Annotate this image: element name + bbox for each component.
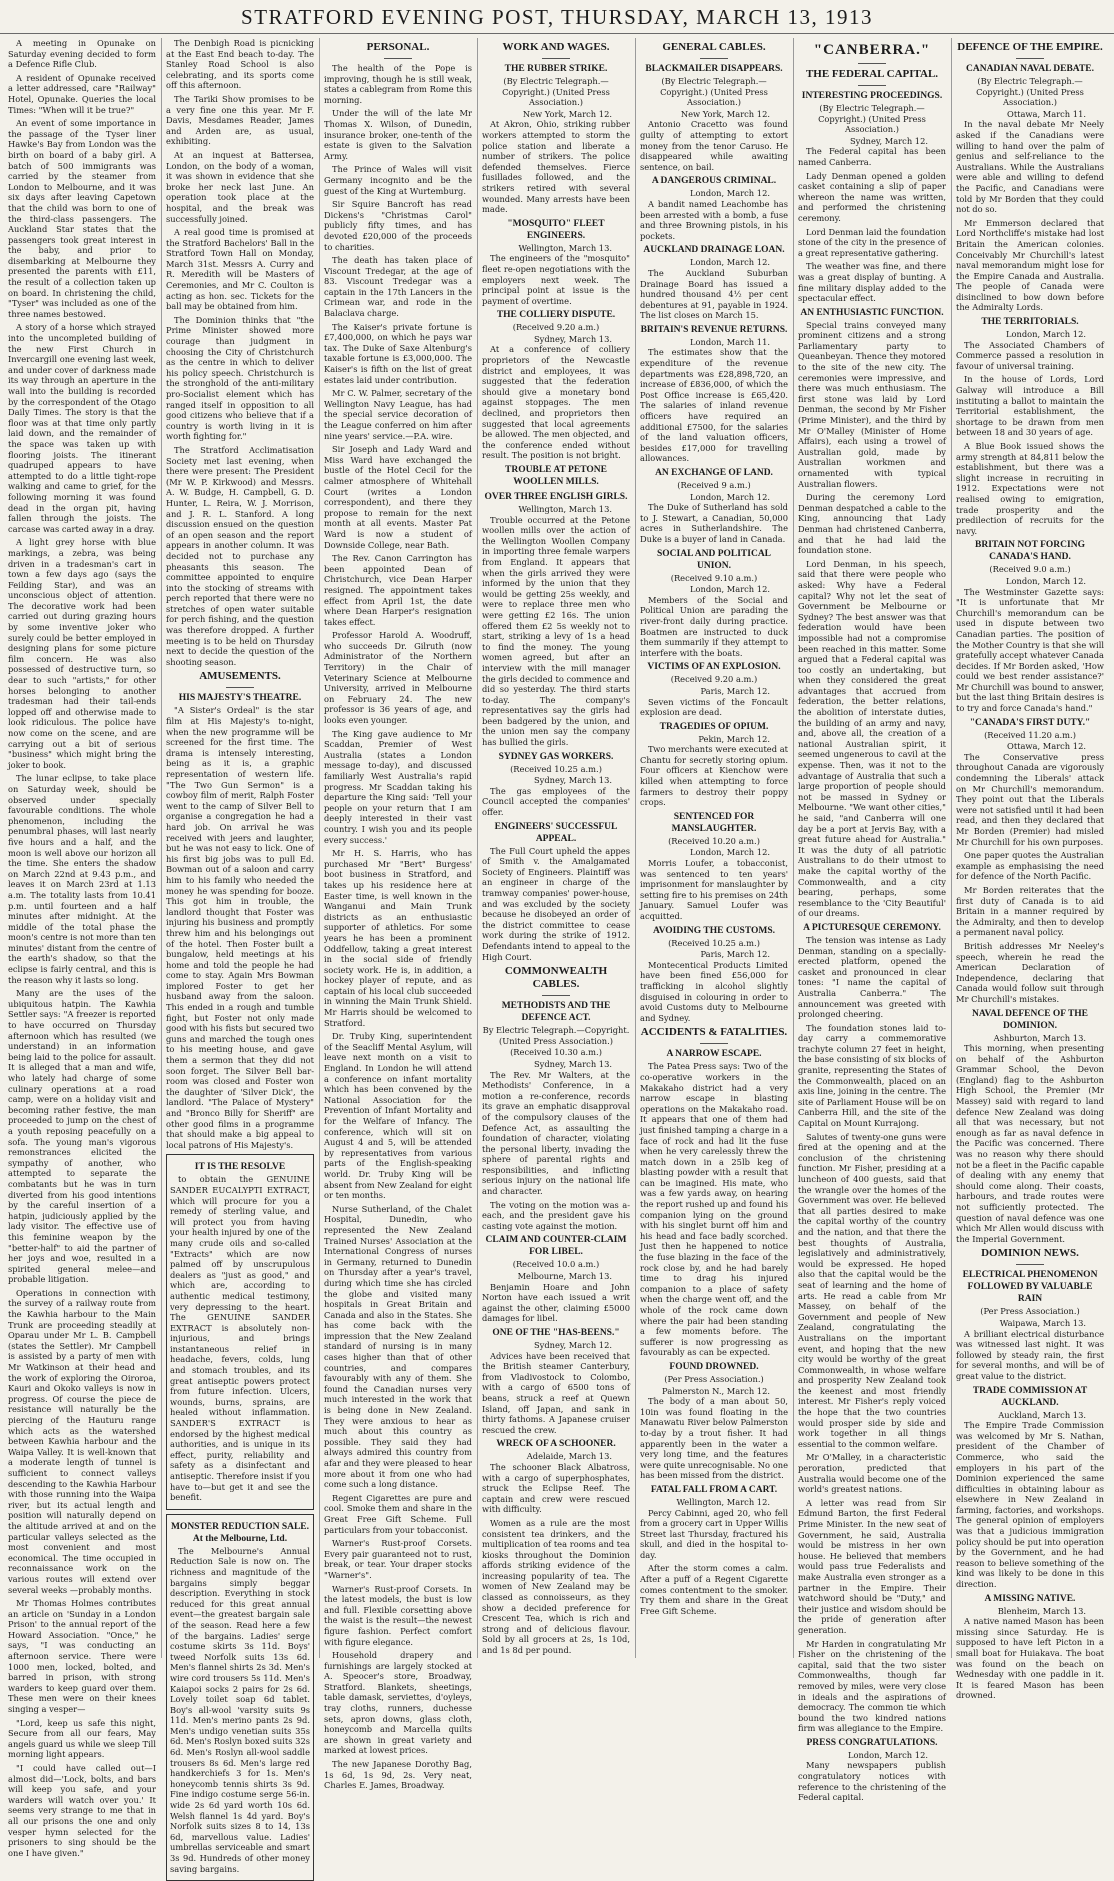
headline: METHODISTS AND THE DEFENCE ACT. [501,1001,611,1024]
article-paragraph: The Associated Chambers of Commerce passed a resolution in favour of universal training. [956,339,1104,371]
dateline: London, March 12. [689,257,770,268]
headline: AN EXCHANGE OF LAND. [655,468,773,478]
headline: A PICTURESQUE CEREMONY. [803,922,941,933]
headline: FOUND DROWNED. [669,1361,759,1372]
headline: THE COLLIERY DISPUTE. [496,310,616,321]
dateline: London, March 12. [689,491,770,502]
dateline: London, March 12. [689,188,770,199]
headline: CANADIAN NAVAL DEBATE. [965,64,1094,74]
headline: AUCKLAND DRAINAGE LOAN. [643,245,785,256]
headline: SOCIAL AND POLITICAL UNION. [656,548,772,571]
advertisement-title: MONSTER REDUCTION SALE. At the Melbourne, Ltd. [170,1521,310,1544]
column-3 [320,38,476,1791]
column-6 [794,38,950,1803]
separator [700,1043,728,1044]
article-paragraph: Professor Harold A. Woodruff, who succeeds Dr. Gilruth (now Administrator of the Northern Territory) in the Chair of Veterinary Science at Melbourne University, arrived in Melbourne on February 24. The new professor is 36 years of age, and looks even younger. [324,630,472,726]
article-paragraph: A bandit named Leachombe has been arrested with a bomb, a fuse and three Browning pistols, in his pockets. [640,198,788,241]
dateline: Paris, March 12. [700,949,770,960]
headline: TRADE COMMISSION AT AUCKLAND. [972,1385,1088,1408]
dateline: Sydney, March 13. [533,1058,612,1069]
dateline: Sydney, March 13. [533,775,612,786]
article-paragraph: The gas employees of the Council accepted the companies' offer. [482,785,630,818]
article-paragraph: Warner's Rust-proof Corsets. Every pair guaranteed not to rust, break, or tear. Your draper stocks "Warner's". [324,1538,472,1580]
article-paragraph: The Empire Trade Commission was welcomed by Mr S. Nathan, president of the Chamber of Commerce, who said the employers in his part of the Dominion experienced the same difficulties in obtaining labour as elsewhere in New Zealand in farming, factories, and workshops. The general opinion of employers was that a judicious immigration policy should be put into operation by the Government, and he had reason to believe something of the kind was likely to be done in this direction. [956,1420,1104,1590]
article-paragraph: The Kaiser's private fortune is £7,400,000, on which he pays war tax. The Duke of Saxe Altenburg's taxable fortune is £3,000,000. The Kaiser's is fifth on the list of great estates laid under contribution. [324,321,472,385]
dateline-source: (By Electric Telegraph.—Copyright.) (United Press Association.) [502,76,610,108]
separator [226,687,254,688]
headline: A DANGEROUS CRIMINAL. [651,176,777,187]
headline: ONE OF THE "HAS-BEENS." [492,1328,620,1338]
headline: WORK AND WAGES. [502,41,610,53]
headline: HIS MAJESTY'S THEATRE. [178,693,302,704]
article-paragraph: Percy Cabinni, aged 20, who fell from a grocery cart in Upper Willis Street last Thursday, fractured his skull, and died in the hospital to-day. [640,1507,788,1560]
article-paragraph: At Akron, Ohio, striking rubber workers attempted to storm the police station and liberate a number of strikers. The police defended themselves. Fierce fusillades followed, and the strikers retired with several wounded. Many arrests have been made. [482,119,630,215]
headline: THE RUBBER STRIKE. [504,64,608,74]
headline: GENERAL CABLES. [662,41,766,53]
article-paragraph: The Full Court upheld the appes of Smith v. the Amalgamated Society of Engineers. Plaintiff was an engineer in charge of the tramway companies' power-house, and was excluded by the society because he disobeyed an order of the district committee to cease work during the strike of 1912. Defendants intend to appeal to the High Court. [482,845,630,962]
article-paragraph: Mr H. S. Harris, who has purchased Mr "Bert" Burgess' boot business in Stratford, and takes up his residence here at Easter time, is well known in the Wanganui and Main Trunk districts as an enthusiastic supporter of athletics. For some years he has been a prominent Oddfellow, taking a great interest in the social side of friendly society work. He is, in addition, a hockey player of repute, and as captain of his local club succeeded in winning the Main Trunk Shield. Mr Harris should be welcomed to Stratford. [324,848,472,1028]
advertisement [166,1514,314,1881]
article-paragraph: In the house of Lords, Lord Galway will introduce a Bill instituting a ballot to maintain the Territorial establishment, the shortage to be drawn from men between 18 and 30 years of age. [956,374,1104,438]
article-paragraph: Mr Harden in congratulating Mr Fisher on the christening of the capital, said that the two sister Commonwealths, though far removed by miles, were very close in ideals and the aspirations of democracy. The common tie which bound the two kindred nations firm was allegiance to the Empire. [798,1638,946,1734]
dateline-source: (Received 10.25 a.m.) [510,763,602,774]
separator [858,85,886,86]
article-paragraph: The body of a man about 50, 10in was found floating in the Manawatu River below Palmerston to-day by a trout fisher. It had apparently been in the water a very long time, and the features were quite unrecognisable. No one has been missed from the district. [640,1396,788,1481]
dateline-source: (Received 9.10 a.m.) [670,572,758,583]
article-paragraph: A native named Mason has been missing since Saturday. He is supposed to have left Picton in a small boat for Huiakava. The boat was found on the beach on Wednesday with one paddle in it. It is feared Mason has been drowned. [956,1616,1104,1701]
advertisement-body: to obtain the GENUINE SANDER EUCALYPTI EXTRACT, which will procure for you a remedy of sterling value, and will protect you from having your health injured by one of the many crude oils and so-called "Extracts" which are now palmed off by unscrupulous dealers as "just as good," and which are, according to authentic medical testimony, very depressing to the heart. The GENUINE SANDER EXTRACT is absolutely non-injurious, and brings instantaneous relief in headache, fevers, colds, lung and stomach troubles, and its great antiseptic powers protect from future infection. Ulcers, wounds, burns, sprains, are healed without inflammation. SANDER'S EXTRACT is endorsed by the highest medical authorities, and is unique in its effect, purity, reliability and safety as a disinfectant and antiseptic. Therefore insist if you have to—but get it and see the benefit. [170,1174,310,1503]
headline: SYDNEY GAS WORKERS. [498,751,614,762]
dateline-source: (Per Press Association.) [980,1306,1080,1317]
advertisement-body: The Melbourne's Annual Reduction Sale is now on. The richness and magnitude of the bargains simply beggar description. Everything in stock reduced for this great annual event—the greatest bargain sale of the season. Read here a few of the bargains. Ladies' serge costume skirts 3s 11d. Boys' tweed Norfolk suits 13s 6d. Men's flannel shirts 2s 3d. Men's wire cord trousers 5s 11d. Men's Kaiapoi socks 2 pairs for 2s 6d. Lovely toilet soap 6d tablet. Boy's all-wool 'varsity suits 9s 11d. Men's merino pants 2s 9d. Men's undigo venetian suits 35s 6d. Men's Roslyn boxed suits 32s 6d. Men's Roslyn all-wool saddle trousers 8s 6d. Men's large red handkerchiefs 3 for 1s. Men's honeycomb tennis shirts 3s 9d. Fine indigo costume serge 56-in. wide 2s 6d yard worth 10s 6d. Welsh flannel 1s 4d yard. Boy's Norfolk suits sizes 8 to 14, 13s 6d, marvellous value. Ladies' umbrellas serviceable and smart 3s 9d. Hundreds of other money saving bargains. [170,1545,310,1874]
article-paragraph: A resident of Opunake received a letter addressed, care "Railway" Hotel, Opunake. Queries the local Times: "When will it be true?" [8,72,156,115]
article-paragraph: The weather was fine, and there was a great display of bunting. A fine military display added to the spectacular effect. [798,261,946,304]
dateline: Wellington, March 13. [518,242,612,253]
article-paragraph: Advices have been received that the British steamer Canterbury, from Vladivostock to Colombo, with a cargo of 6500 tons of beans, struck a reef at Quewn Island, off Japan, and sank in thirty fathoms. A Japanese cruiser rescued the crew. [482,1350,630,1435]
article-paragraph: "I could have called out—I almost did—'Lock, bolts, and bars will keep you safe, and your warders will watch over you.' It seems very strange to me that in all our prisons the one and only vesper hymn selected for the prisoners to sing should be the one I have given." [8,1763,156,1858]
article-paragraph: An event of some importance in the passage of the Tyser liner Hawke's Bay from London was the birth on board of a baby girl. A batch of 500 immigrants was carried by the steamer from London to Melbourne, and it was six days after leaving Capetown that the child was born to one of the third-class passengers. The Auckland Star states that the passengers took great interest in the baby, and prior to disembarking at Melbourne they presented the parents with £11, the result of a collection taken up on board. In christening the child, "Tyser" was included as one of the three names bestowed. [8,118,156,319]
dateline: Paris, March 12. [700,685,770,696]
article-paragraph: The death has taken place of Viscount Tredegar, at the age of 83. Viscount Tredegar was a captain in the 17th Lancers in the Crimean war, and rode in the Balaclava charge. [324,255,472,319]
article-paragraph: The voting on the motion was a-each, and the president gave his casting vote against the motion. [482,1199,630,1231]
headline: CLAIM AND COUNTER-CLAIM FOR LIBEL. [485,1235,627,1258]
article-paragraph: Morris Loufer, a tobacconist, was sentenced to ten years' imprisonment for manslaughter by setting fire to his premises on 24th January. Samuel Loufer was acquitted. [640,858,788,921]
article-paragraph: This morning, when presenting on behalf of the Ashburton Grammar School, the Devon (England) flag to the Ashburton High School, the Premier (Mr Massey) said with regard to land defence New Zealand was doing all that was necessary, but not enough as far as naval defence in the Pacific was concerned. There was no reason why there should not be a fleet in the Pacific capable of dealing with any enemy that should come along. Their coasts, harbours, and trade routes were not sufficiently protected. The question of naval defence was one which Mr Allen would discuss with the Imperial Government. [956,1043,1104,1244]
headline: THE TERRITORIALS. [981,317,1079,328]
headline: PRESS CONGRATULATIONS. [806,1737,938,1748]
article-paragraph: Mr C. W. Palmer, secretary of the Wellington Navy League, has had the special service decoration of the League conferred on him after nine years' service.—P.A. wire. [324,388,472,441]
article-paragraph: The foundation stones laid to-day carry a commemorative trachyte column 27 feet in height, the base consisting of six blocks of granite, representing the States of the Commonwealth, placed on an axis line, joining in the centre. The site of Parliament House will be on Canberra Hill, and the site of the Capital on Mount Kurrajong. [798,1022,946,1129]
article-paragraph: Many are the uses of the ubiquitous hatpin. The Kawhia Settler says: "A freezer is reported to have occurred on Thursday afternoon which has resulted (we understand) in an information being laid to the police for assault. It is alleged that a man and wife, who lately had charge of some culinary operations at a road camp, were on a holiday visit and becoming rather festive, the man proceeded to jump on the chest of a youth reposing peacefully on a sofa. The young man's vigorous remonstrances elicited the sympathy of another, who attempted to separate the combatants but he was in turn diverted from his good intentions by the careful insertion of a hatpin, judiciously applied by the lady visitor. The effective use of this feminine weapon by the "better-half" to aid the partner of her joys and woe, resulted in a spirited general melee—and probable litigation. [8,988,156,1285]
dateline-source: (Received 9.20 a.m.) [512,322,600,333]
headline: AVOIDING THE CUSTOMS. [652,925,776,936]
article-paragraph: The Conservative press throughout Canada are vigorously condemning the Liberals' attack on Mr Churchill's memorandum. They point out that the Liberals were not satisfied until it had been read, and then they declared that Mr Borden (Premier) had misled Mr Churchill for his own purposes. [956,751,1104,847]
dateline: Blenheim, March 13. [997,1605,1086,1616]
separator [1016,1264,1044,1265]
article-paragraph: At an inquest at Battersea, London, on the body of a woman, it was shown in evidence that she broke her neck last June. An operation took place at the hospital, and the break was successfully joined. [166,149,314,224]
headline: ELECTRICAL PHENOMENON FOLLOWED BY VALUABLE RAIN [962,1270,1098,1305]
dateline-source: By Electric Telegraph.—Copyright. (United Press Association.) [482,1025,630,1046]
headline: BLACKMAILER DISAPPEARS. [645,64,783,74]
article-paragraph: Mr O'Malley, in a characteristic peroration, predicted that Australia would become one of the world's greatest nations. [798,1452,946,1495]
dateline-source: (Per Press Association.) [664,1373,764,1384]
dateline: Melbourne, March 13. [517,1271,612,1282]
article-paragraph: The Rev. Canon Carrington has been appointed Dean of Christchurch, vice Dean Harper resigned. The appointment takes effect from April 1st, the date where Dean Harper's resignation takes effect. [324,553,472,627]
dateline: Ashburton, March 13. [993,1032,1086,1043]
article-paragraph: The King gave audience to Mr Scaddan, Premier of West Australia (states a London message to-day), and discussed familiarly West Australia's rapid progress. Mr Scaddan taking his departure the King said: 'Tell your people on your return that I am deeply interested in their vast country. I wish you and its people every success.' [324,728,472,845]
headline: WRECK OF A SCHOONER. [496,1439,616,1450]
article-paragraph: Nurse Sutherland, of the Chalet Hospital, Dunedin, who represented the New Zealand Trained Nurses' Association at the International Congress of nurses in Germany, returned to Dunedin on Thursday after a year's travel, during which time she has circled the globe and visited many hospitals in Great Britain and Canada and also in the States. She has come back with the impression that the New Zealand standard of nursing is in many cases higher than that of other countries, and compares favourably with any of them. She found the Canadian nurses very much interested in the work that is being done in New Zealand. They were anxious to hear as much about this country as possible. They said they had always admired this country from afar and they were pleased to hear more about it from one who had come such a long distance. [324,1203,472,1490]
dateline: New York, March 12. [522,108,612,119]
separator [700,58,728,59]
article-paragraph: The engineers of the "mosquito" fleet re-open negotiations with the employers next week. The principal point at issue is the payment of overtime. [482,253,630,306]
article-paragraph: Women as a rule are the most consistent tea drinkers, and the multiplication of tea rooms and tea kiosks throughout the Dominion affords striking evidence of the increasing popularity of tea. The women of New Zealand may be classed as connoisseurs, as they show a decided preference for Crescent Tea, which is rich and strong and of delicious flavour. Sold by all grocers at 2s, 1s 10d, and 1s 8d per pound. [482,1517,630,1656]
article-paragraph: One paper quotes the Australian example as emphasising the need for defence of the North Pacific. [956,850,1104,882]
headline: TRAGEDIES OF OPIUM. [659,721,769,732]
article-paragraph: The Federal capital has been named Canberra. [798,146,946,167]
article-paragraph: The Prince of Wales will visit Germany incognito and be the guest of the King at Wurtemburg. [324,164,472,196]
article-paragraph: Members of the Social and Political Union are parading the river-front daily during practice. Boatmen are instructed to duck them summarily if they attempt to interfere with the boats. [640,594,788,658]
dateline-source: (By Electric Telegraph.—Copyright.) (United Press Association.) [660,76,768,108]
headline: NAVAL DEFENCE OF THE DOMINION. [971,1008,1089,1031]
article-paragraph: The Auckland Suburban Drainage Board has issued a hundred thousand 4½ per cent debentures at 91, payable in 1924. The list closes on March 15. [640,267,788,321]
dateline: Auckland, March 13. [998,1409,1086,1420]
article-paragraph: Lord Denman laid the foundation stone of the city in the presence of a great representative gathering. [798,226,946,258]
dateline: London, March 12. [689,847,770,858]
article-paragraph: Trouble occurred at the Petone woollen mills over the action of the Wellington Woollen Company in importing three female warpers from England. It appears that when the girls arrived they were informed by the union that they would be getting 25s weekly, and were to replace three men who were getting £2 16s. The union offered them £2 5s weekly not to start, striking a levy of 1s a head to find the money. The young women agreed, but after an interview with the mill manager the girls decided to commence and did so yesterday. The third starts to-day. The company's representatives say the girls had been badgered by the union, and the union men say the company has bullied the girls. [482,514,630,748]
dateline-source: (By Electric Telegraph.—Copyright.) (United Press Association.) [976,76,1084,108]
column-5 [636,38,792,1658]
article-paragraph: A letter was read from Sir Edmund Barton, the first Federal Prime Minister. In the new seat of Government, he said, Australia would be mistress in her own house. He believed that members would pass true Federalists and make Australia even stronger as a partner in the Empire. Their watchword should be "Duty," and their justice and wisdom should be the pride of generation after generation. [798,1497,946,1635]
article-paragraph: Regent Cigarettes are pure and cool. Smoke them and share in the Great Free Gift Scheme. Full particulars from your tobacconist. [324,1492,472,1535]
article-paragraph: Two merchants were executed at Chantu for secretly storing opium. Four officers at Kienchow were killed when attempting to force farmers to destroy their poppy crops. [640,744,788,808]
dateline: London, March 12. [689,584,770,595]
article-paragraph: Dr. Truby King, superintendent of the Seacliff Mental Asylum, will leave next month on a visit to England. In London he will attend a conference on infant mortality which has been convened by the National Association for the Prevention of Infant Mortality and for the Welfare of Infancy. The conference, which will sit on August 4 and 5, will be attended by representatives from various parts of the English-speaking world. Dr. Truby King will be absent from New Zealand for eight or ten months. [324,1031,472,1201]
dateline-source: (Received 10.25 a.m.) [668,937,760,948]
article-paragraph: Sir Squire Bancroft has read Dickens's "Christmas Carol" publicly fifty times, and has devoted £20,000 of the proceeds to charities. [324,199,472,252]
separator [1016,58,1044,59]
dateline: London, March 12. [1005,575,1086,586]
headline: DOMINION NEWS. [981,1247,1079,1260]
dateline: Wellington, March 12. [676,1496,770,1507]
headline: AMUSEMENTS. [199,670,281,683]
article-paragraph: The health of the Pope is improving, though he is still weak, states a cablegram from Rome this morning. [324,63,472,105]
article-paragraph: Many newspapers publish congratulatory notices with reference to the christening of the Federal capital. [798,1760,946,1803]
headline: THE FEDERAL CAPITAL. [805,68,939,80]
article-paragraph: Lord Denman, in his speech, said that there were people who asked: Why have a Federal capital? Why not let the seat of Government be Melbourne or Sydney? The best answer was that federation would have been impossible had not a compromise been reached in this matter. Some argued that a Federal capital was too costly an undertaking, but when they considered the great advantages that accrued from federation, the better relations, the abolition of interstate duties, the building of an army and navy, and, above all, the creation of a national Australian spirit, it seemed ungenerous to cavil at the expense. Then, was it not to the advantage of Australia that such a large proportion of people should not be massed in Sydney or Melbourne. "We want other cities," he said, "and Canberra will one day be a port at Jervis Bay, with a great future ahead for Australia." It was the duty of all patriotic Australians to do their utmost to make the capital worthy of the Commonwealth, and a city bearing, perhaps, some resemblance to the 'City Beautiful' of our dreams. [798,558,946,919]
dateline-source: (Received 11.20 a.m.) [984,729,1076,740]
article-paragraph: The Duke of Sutherland has sold to J. Stewart, a Canadian, 50,000 acres in Sutherlandshire. The Duke is a buyer of land in Canada. [640,502,788,544]
dateline-source: (Received 9 a.m.) [677,480,751,490]
article-paragraph: The Westminster Gazette says: "It is unfortunate that Mr Churchill's memorandum can be used in dispute between two Canadian parties. The position of the Mother Country is that she will gratefully accept whatever Canada decides. If Mr Borden asked, 'How could we best render assistance?' Mr Churchill was bound to answer, but the last thing Britain desires is to try and force Canada's hand." [956,586,1104,714]
headline: A NARROW ESCAPE. [666,1049,762,1060]
article-paragraph: The schooner Black Albatross, with a cargo of superphosphates, struck the Eclipse Reef. The captain and crew were rescued with difficulty. [482,1461,630,1515]
article-paragraph: A brilliant electrical disturbance was witnessed last night. It was followed by steady rain, the first for several months, and will be of great value to the district. [956,1328,1104,1381]
article-paragraph: Household drapery and furnishings are largely stocked at A. Speocer's store, Broadway, Stratford. Blankets, sheetings, table damask, serviettes, d'oyleys, tray cloths, runners, duchesse sets, apron downs, glass cloth, honeycomb and Marcella quilts are shown in great variety and marked at lowest prices. [324,1650,472,1756]
article-paragraph: Seven victims of the Foncault explosion are dead. [640,696,788,718]
dateline: Ottawa, March 12. [1007,741,1086,752]
headline: FATAL FALL FROM A CART. [650,1484,778,1495]
separator [384,58,412,59]
dateline: Sydney, March 12. [533,1340,612,1350]
article-paragraph: A story of a horse which strayed into the uncompleted building of the new First Church in Invercargill one evening last week, and under cover of darkness made its way through an aperture in the wall into the building is recorded by the correspondent of the Otago Daily Times. The story is that the floor was at that time only partly laid down, and the remainder of the space was taken up with flooring joists. The itinerant quadruped appears to have attempted to do a little tight-rope walking and came to grief, for the following morning it was found dead in the organ pit, having fallen through the joists. The carcase was carted away in a dray. [8,322,156,534]
article-paragraph: A Blue Book issued shows the army strength at 84,811 below the establishment, but there was a slight increase in recruiting in 1912. Expectations were not realised owing to emigration, trade prosperity and the predilection of recruits for the navy. [956,441,1104,536]
separator [542,58,570,59]
article-paragraph: "A Sister's Ordeal" is the star film at His Majesty's to-night, when the new programme will be screened for the first time. The drama is intensely interesting, being as it is, a graphic representation of western life. "The Two Gun Sermon" is a cowboy film of merit, Ralph Foster went to the camp of Silver Bell to organise a congregation he had a hard job. On arrival he was received with jeers and laughter, but he was not easy to lick. One of his first big jobs was to pull Ed. Bowman out of a saloon and carry him to his family who needed the money he was spending for booze. This got him in trouble, the landlord thought that Foster was injuring his business and promptly threw him and his belongings out of the hotel. Then Foster built a bungalow, held meetings at his home and told the people he had come to stay. Again Mrs Bowman implored Foster to get her husband away from the saloon. This ended in a rough and tumble fight, but Foster not only made good with his fists but secured two guns and marched the tough ones to his meeting house, and gave them a sermon that they did not soon forget. The Silver Bell bar-room was closed and Foster won the daughter of 'Silver Dick', the landlord. "The Palace of Mystery" and "Bronco Billy for Sheriff" are other good films in a programme that should make a big appeal to local patrons of His Majesty's. [166,705,314,1150]
headline: ACCIDENTS & FATALITIES. [640,1026,788,1039]
article-paragraph: The new Japanese Dorothy Bag, 1s 6d, 1s 9d, 2s. Very neat, Charles E. James, Broadway. [324,1759,472,1791]
headline: OVER THREE ENGLISH GIRLS. [484,492,628,502]
headline: A MISSING NATIVE. [984,1593,1076,1604]
dateline-source: (Received 9.20 a.m.) [670,674,758,685]
headline: ENGINEERS' SUCCESSFUL APPEAL. [494,821,618,844]
article-paragraph: Antonio Cracetto was found guilty of attempting to extort money from the tenor Caruso. He disappeared while awaiting sentence, on bail. [640,119,788,172]
dateline: London, March 11. [689,336,770,347]
article-paragraph: Special trains conveyed many prominent citizens and a strong Parliamentary party to Queanbeyan. Thence they motored to the site of the new city. The ceremonies were impressive, and there was much enthusiasm. The first stone was laid by Lord Denman, the second by Mr Fisher (Prime Minister), and the third by Mr O'Malley (Minister of Home Affairs), each using a trowel of Australian gold, made by Australian workmen and ornamented with typical Australian flowers. [798,319,946,489]
article-paragraph: Salutes of twenty-one guns were fired at the opening and at the conclusion of the christening function. Mr Fisher, presiding at a luncheon of 400 guests, said that the wrangle over the homes of the Government was over. He believed that all parties desired to make the capital worthy of the country and the nation, and that there the best thoughts of Australia, legislatively and administratively, would be expressed. He hoped also that the capital would be the seat of learning and the home of arts. He read a cable from Mr Massey, on behalf of the Government and people of New Zealand, congratulating the Australians on the important event, and hoping that the new city would be worthy of the great Commonwealth, in whose welfare and prosperity New Zealand took the keenest and most friendly interest. Mr Fisher's reply voiced the hope that the two countries would prosper side by side and work together in all things essential to the common welfare. [798,1131,946,1449]
headline: "CANBERRA." [813,42,931,58]
article-paragraph: "Lord, keep us safe this night, Secure from all our fears, May angels guard us while we sleep Till morning light appears. [8,1717,156,1760]
article-paragraph: A real good time is promised at the Stratford Bachelors' Ball in the Stratford Town Hall on Monday, March 31st. Messrs A. Curry and R. Meredith will be Masters of Ceremonies, and Mr C. Coulton is acting as hon. sec. Tickets for the ball may be obtained from him. [166,227,314,312]
dateline: New York, March 12. [680,108,770,119]
dateline: Wellington, March 13. [518,504,612,514]
headline: COMMONWEALTH CABLES. [504,965,608,991]
article-paragraph: Sir Joseph and Lady Ward and Miss Ward have exchanged the bustle of the Hotel Cecil for the calmer atmosphere of Whitehall Court (writes a London correspondent), and there they propose to remain for the next month at all events. Master Pat Ward is now a student of Downside College, near Bath. [324,444,472,550]
headline: DEFENCE OF THE EMPIRE. [957,41,1103,53]
dateline: Pekin, March 12. [698,733,770,744]
dateline-source: (Received 9.0 a.m.) [989,564,1071,575]
headline: "CANADA'S FIRST DUTY." [969,717,1091,728]
article-paragraph: A meeting in Opunake on Saturday evening decided to form a Defence Rifle Club. [8,38,156,70]
dateline: Waipawa, March 13. [999,1317,1086,1328]
article-paragraph: The Rev. Mr Walters, at the Methodists' Conference, in a motion a re-conference, records its grave an emphatic disapproval of the compulsory clauses of the Defence Act, as assaulting the foundation of character, violating the personal liberty, invading the sphere of parental rights and responsibilities, and inflicting serious injury on the national life and character. [482,1069,630,1197]
headline: PERSONAL. [366,41,430,53]
article-paragraph: Benjamin Hoare and John Norton have each issued a writ against the other, claiming £5000 damages for libel. [482,1281,630,1324]
headline: AN ENTHUSIASTIC FUNCTION. [800,307,944,318]
dateline-source: (Received 10.0 a.m.) [512,1259,600,1270]
dateline-source: (Received 10.30 a.m.) [510,1047,602,1058]
dateline: Sydney, March 13. [533,333,612,344]
dateline: London, March 12. [1005,329,1086,340]
article-paragraph: The lunar eclipse, to take place on Saturday week, should be observed under specially favourable conditions. The whole phenomenon, including the penumbral phases, will last nearly five hours and a half, and the moon is well above our horizon all the time. She enters the shadow on March 22nd at 9.43 p.m., and leaves it on March 23rd at 1.13 a.m. The totality lasts from 10.41 p.m. until fourteen and a half minutes after midnight. At the middle of the total phase the moon's centre is not more than ten minutes' distant from the centre of the earth's shadow, so that the eclipse is fairly central, and this is the reason why it lasts so long. [8,773,156,985]
dateline: Palmerston N., March 12. [662,1385,770,1396]
headline: BRITAIN'S REVENUE RETURNS. [640,324,788,335]
article-paragraph: The estimates show that the expenditure of the revenue departments was £28,898,720, an increase of £836,000, of which the Post Office increase is £65,420. The salaries of inland revenue officers have required an additional £7500, for the salaries of the land valuation officers, besides £17,000 for travelling allowances. [640,347,788,464]
article-paragraph: A light grey horse with blue markings, a zebra, was being driven in a tradesman's cart in town a few days ago (says the Feilding Star), and was an unconscious object of attention. The decorative work had been carried out during grazing hours by some inventive joker who surely could be better employed in designing plans for some picture film concern. He was also possessed of destructive turn, so dear to such "artists," for other horses belonging to another tradesman had their tail-ends lopped off and otherwise made to look ridiculous. The police have now come on the scene, and are carrying out a bit of serious "business" which might bring the joker to book. [8,537,156,770]
article-paragraph: Mr Emmerson declared that Lord Northcliffe's mistake had lost Britain the American colonies. Conceivably Mr Churchill's latest naval memorandum might lose for the Empire Canada and Australia. The people of Canada were disinclined to bow down before the Admiralty Lords. [956,217,1104,313]
article-paragraph: Mr Thomas Holmes contributes an article on 'Sunday in a London Prison' to the annual report of the Howard Association. "Once," he says, "I was conducting an afternoon service. There were 1000 men, locked, bolted, and barred in prison, with strong warders to keep guard over them. These men were on their knees singing a vesper— [8,1598,156,1715]
article-paragraph: The tension was intense as Lady Denman, standing on a specially-erected platform, opened the casket and pronounced in clear tones: "I name the capital of Australia Canberra." The announcement was greeted with prolonged cheering. [798,934,946,1020]
headline: "MOSQUITO" FLEET ENGINEERS. [507,218,605,241]
article-paragraph: British addresses Mr Neeley's speech, wherein he read the American Declaration of Independence, declaring that Canada would follow suit through Mr Churchill's mistakes. [956,940,1104,1004]
article-paragraph: Montecentical Products Limited have been fined £56,000 for trafficking in alcohol slightly disguised in colouring in order to avoid Customs duty to Melbourne and Sydney. [640,959,788,1023]
headline: VICTIMS OF AN EXPLOSION. [647,662,781,673]
headline: TROUBLE AT PETONE WOOLLEN MILLS. [505,465,607,487]
article-paragraph: The Denbigh Road is picnicking at the East End beach to-day. The Stanley Road School is also celebrating, and its sports come off this afternoon. [166,38,314,91]
article-paragraph: Mr Borden reiterates that the first duty of Canada is to aid Britain in a manner required by the Admiralty, and then to develop a permanent naval policy. [956,884,1104,938]
column-1 [4,38,160,1858]
dateline-source: (By Electric Telegraph.—Copyright.) (United Press Association.) [818,103,926,135]
article-paragraph: Under the will of the late Mr Thomas X. Wilson, of Dunedin, insurance broker, one-tenth of the estate is given to the Salvation Army. [324,108,472,161]
column-4 [478,38,634,1658]
dateline-source: (Received 10.20 a.m.) [668,835,760,846]
dateline: Adelaide, March 13. [526,1451,612,1462]
headline: INTERESTING PROCEEDINGS. [801,91,943,101]
column-2 [162,38,318,1874]
advertisement [166,1154,314,1509]
article-paragraph: In the naval debate Mr Neely asked if the Canadians were willing to hand over the palm of genius and self-reliance to the Australians. While the Australians were able and willing to defend the Pacific, and Canadians were told by Mr Borden that they could not do so. [956,119,1104,215]
article-paragraph: Warner's Rust-proof Corsets. In the latest models, the bust is low and full. Flexible corsetting above the waist is the result—the newest figure fashion. Perfect comfort with figure elegance. [324,1583,472,1647]
separator [858,63,886,64]
article-paragraph: The Patea Press says: Two of the co-operative workers in the Makakaho district had a very narrow escape in blasting operations on the Makakaho road. It appears that one of them had just finished tamping a charge in a face of rock and had lit the fuse when he very carelessly threw the match down in a 25lb keg of blasting powder with a result that can be imagined. His mate, who was a few yards away, on hearing the report rushed up and found his companion lying on the ground with his singlet burnt off him and his head and face badly scorched. Just then he happened to notice the fuse blazing in the face of the rock close by, and he had barely time to drag his injured companion to a place of safety when the charge went off, and the whole of the rock came down where the pair had been standing a few moments before. The sufferer is now progressing as favourably as can be expected. [640,1061,788,1358]
headline: SENTENCED FOR MANSLAUGHTER. [671,811,757,834]
article-paragraph: Operations in connection with the survey of a railway route from the Kawhia harbour to the Main Trunk are proceeding steadily at Oparau under Mr L. B. Campbell (states the Settler). Mr Campbell is assisted by a party of men with Mr Watkinson at their head and the work of exploring the Oiroroa, Kauri and Okoko valleys is now in progress. Of course the piece de resistance will naturally be the piercing of the Hauturu range which acts as the watershed between Kawhia harbour and the Waipa Valley. It is well-known that a moderate length of tunnel is sufficient to connect valleys descending to the Kawhia Harbour with those running into the Waipa river, but its actual length and position will naturally depend on the altitude arrived at and on the particular valleys selected as the most convenient and most economical. The time occupied in reconnaissance work on the various routes will extend over several weeks —probably months. [8,1287,156,1595]
dateline: Ottawa, March 11. [1007,108,1086,119]
article-paragraph: The Tariki Show promises to be a very fine one this year. Mr F. Davis, Mesdames Reader, James and Arden are, as usual, exhibiting. [166,93,314,147]
separator [542,995,570,996]
dateline: London, March 12. [847,1749,928,1760]
headline: BRITAIN NOT FORCING CANADA'S HAND. [975,540,1085,563]
masthead: STRATFORD EVENING POST, THURSDAY, MARCH 13, 1913 [0,0,1114,34]
article-paragraph: Lady Denman opened a golden casket containing a slip of paper whereon the name was written, and performed the christening ceremony. [798,170,946,223]
advertisement-title: IT IS THE RESOLVE [194,1162,286,1173]
column-7 [952,38,1108,1701]
article-paragraph: The Stratford Acclimatisation Society met last evening, when there were present: The President (Mr W. P. Kirkwood) and Messrs. A. W. Budge, H. Campbell, G. D. Hunter, L. Reira, W. J. Morrison, and J. R. L. Stanford. A long discussion ensued on the question of an open season and the report appears in another column. It was decided not to purchase any pheasants this season. The committee appointed to enquire into the stocking of streams with perch reported that there were no stretches of open water suitable for perch fishing, and the question was therefore dropped. A further meeting is to be held on Thursday next to decide the question of the shooting season. [166,444,314,667]
article-paragraph: After the storm comes a calm. After a puff of a Regent Cigarette comes contentment to the smoker. Try them and share in the Great Free Gift Scheme. [640,1563,788,1616]
article-paragraph: The Dominion thinks that "the Prime Minister showed more courage than judgment in choosing the City of Christchurch as the centre in which to deliver his policy speech. Christchurch is the stronghold of the anti-military pro-Socialist element which has ranged itself in opposition to all good citizens who believe that if a country is worth living in it is worth fighting for." [166,314,314,442]
article-paragraph: During the ceremony Lord Denman despatched a cable to the King, announcing that Lady Denman had christened Canberra, and that he had laid the foundation stone. [798,492,946,556]
dateline: Sydney, March 12. [849,135,928,146]
article-paragraph: At a conference of colliery proprietors of the Newcastle district and employees, it was suggested that the federation should give a monetary bond against stoppages. The men declined, and proprietors then suggested that local agreements be allowed. The men objected, and the conference ended without result. The position is not bright. [482,344,630,461]
